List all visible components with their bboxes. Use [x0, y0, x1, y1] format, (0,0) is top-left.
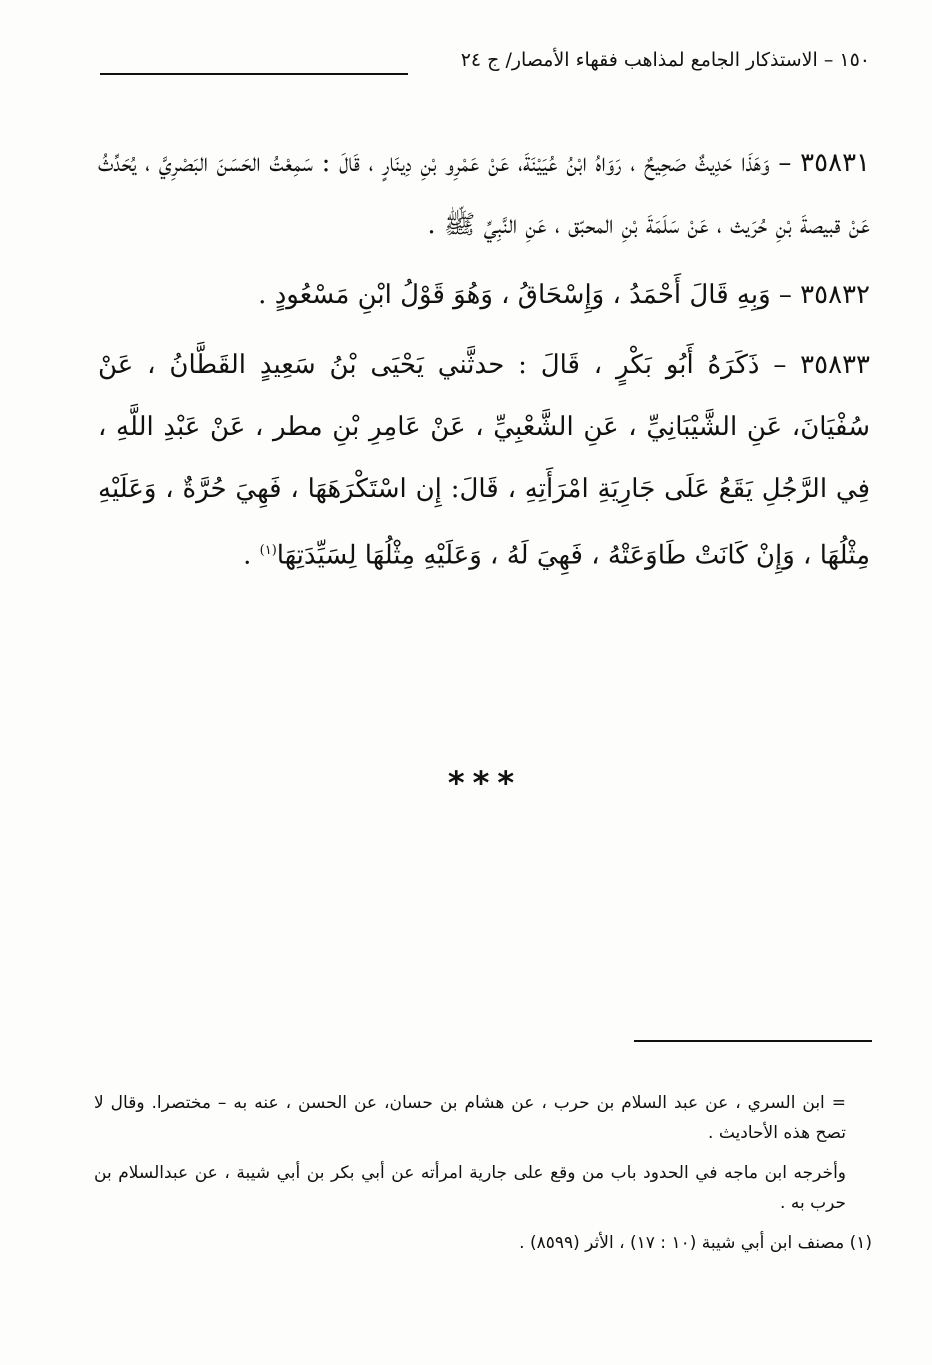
main-text — [98, 132, 870, 595]
running-head: ١٥٠ – الاستذكار الجامع لمذاهب فقهاء الأمصار/ ج ٢٤ — [460, 49, 870, 71]
entry-35831: ٣٥٨٣١ – وَهَذَا حَدِيثٌ صَحِيحٌ ، رَوَاهُ ابْنُ عُيَيْنَةَ، عَنْ عَمْرِو بْنِ دِينَارٍ ، قَالَ : سَمِعْتُ الحَسَنَ البَصْرِيَّ ، يُحَدِّثُ عَنْ قبيصةَ بْنِ حُرَيث ، عَنْ سَلَمَةَ بْنِ المحبّق ، عَنِ النَّبِيِّ ﷺ . — [98, 148, 870, 240]
entry-35833-text: ٣٥٨٣٣ – ذَكَرَهُ أَبُو بَكْرٍ ، قَالَ : حدثَّني يَحْيَى بْنُ سَعِيدٍ القَطَّانُ ، عَنْ سُفْيَانَ، عَنِ الشَّيْبَانِيِّ ، عَنِ الشَّعْبِيِّ ، عَنْ عَامِرِ بْنِ مطر ، عَنْ عَبْدِ اللَّهِ ، فِي الرَّجُلِ يَقَعُ عَلَى جَارِيَةِ امْرَأَتِهِ ، قَالَ: إِن اسْتَكْرَهَهَا ، فَهِيَ حُرَّةٌ ، وَعَلَيْهِ مِثْلُهَا ، وَإِنْ كَانَتْ طَاوَعَتْهُ ، فَهِيَ لَهُ ، وَعَلَيْهِ مِثْلُهَا لِسَيِّدَتِهَا — [98, 350, 870, 571]
footnote-continuation: = ابن السري ، عن عبد السلام بن حرب ، عن هشام بن حسان، عن الحسن ، عنه به – مختصرا. وقال لا تصح هذه الأحاديث . — [94, 1093, 846, 1143]
footnote-rule — [634, 1040, 872, 1042]
section-separator: *** — [447, 764, 523, 802]
footnote-1: (١) مصنف ابن أبي شيبة (١٠ : ١٧) ، الأثر (٨٥٩٩) . — [519, 1233, 872, 1253]
entry-35832: ٣٥٨٣٢ – وَبِهِ قَالَ أَحْمَدُ ، وَإِسْحَاقُ ، وَهُوَ قَوْلُ ابْنِ مَسْعُودٍ . — [258, 280, 870, 310]
entry-35833-tail: . — [243, 540, 260, 571]
footnote-continuation-2: وأخرجه ابن ماجه في الحدود باب من وقع على جارية امرأته عن أبي بكر بن أبي شيبة ، عن عبدالسلام بن حرب به . — [94, 1163, 846, 1213]
header-rule — [100, 73, 408, 75]
footnote-marker: (١) — [259, 543, 277, 558]
entry-35833 — [98, 334, 870, 587]
footnotes — [94, 1088, 872, 1268]
